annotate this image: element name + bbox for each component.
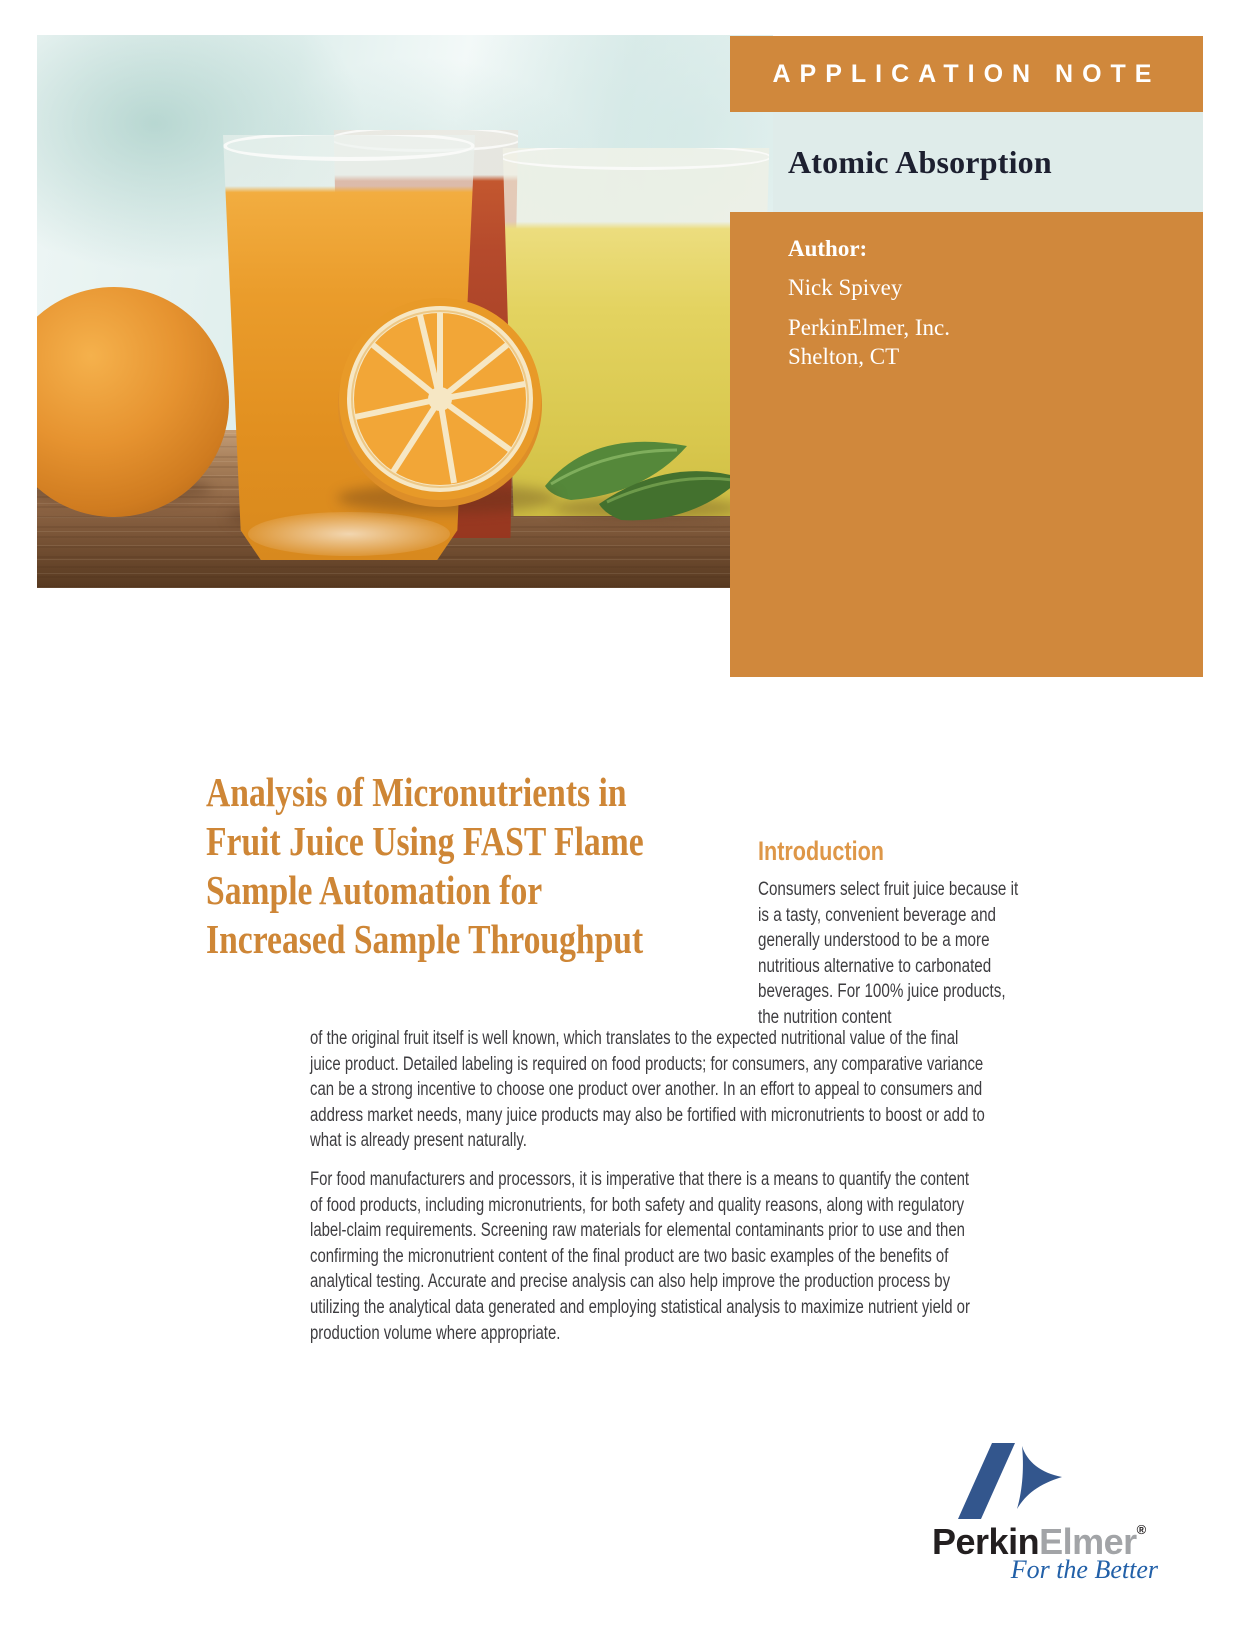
introduction-text: Consumers select fruit juice because it is a tasty, convenient beverage and generally understood to be a more nutritious alternative to carbonated beverages. For 100% juice products, the nutrition content [758,879,1019,1028]
author-heading: Author: [788,236,868,261]
glass-rim [223,131,475,161]
category-title: Atomic Absorption [788,143,1052,180]
application-note-banner [730,36,1203,112]
orange-slice [332,293,548,509]
glass-rim [500,144,772,170]
body-paragraphs [310,1026,985,1359]
hero-photo-juice-glasses [37,35,773,588]
glass-base-highlight [248,512,450,556]
page-title-line: Increased Sample Throughput [206,916,644,962]
category-strip [730,112,1203,212]
page-title-line: Fruit Juice Using FAST Flame [206,818,644,864]
page-title-line: Sample Automation for [206,867,543,913]
page-title-line: Analysis of Micronutrients in [206,769,627,815]
author-company: PerkinElmer, Inc. [788,315,950,340]
application-note-label: APPLICATION NOTE [772,59,1161,88]
logo-tagline: For the Better [1010,1555,1158,1584]
perkinelmer-logo-icon [958,1443,1068,1521]
body-paragraph: For food manufacturers and processors, it is imperative that there is a means to quantify the content of food products, including micronutrients, for both safety and quality reasons, along with regulatory label-claim requirements. Screening raw materials for elemental contaminants prior to use and then confirming the micronutrient content of the final product are two basic examples of the benefits of analytical testing. Accurate and precise analysis can also help improve the production process by utilizing the analytical data generated and employing statistical analysis to maximize nutrient yield or production volume where appropriate. [310,1168,970,1344]
wordmark-perkin: Perkin [932,1521,1040,1562]
introduction-column [758,836,1030,1031]
author-location: Shelton, CT [788,344,900,369]
body-paragraph: of the original fruit itself is well known, which translates to the expected nutritional value of the final juice product. Detailed labeling is required on food products; for consumers, any comparative variance can be a strong incentive to choose one product over another. In an effort to appeal to consumers and address market needs, many juice products may also be fortified with micronutrients to boost or add to what is already present naturally. [310,1028,985,1152]
introduction-heading: Introduction [758,836,884,866]
author-block [730,212,1203,677]
registered-trademark-symbol: ® [1136,1522,1147,1537]
wordmark-elmer: Elmer [1039,1521,1137,1562]
page-title [206,768,731,964]
author-name: Nick Spivey [788,275,903,300]
green-leaves [537,420,752,535]
